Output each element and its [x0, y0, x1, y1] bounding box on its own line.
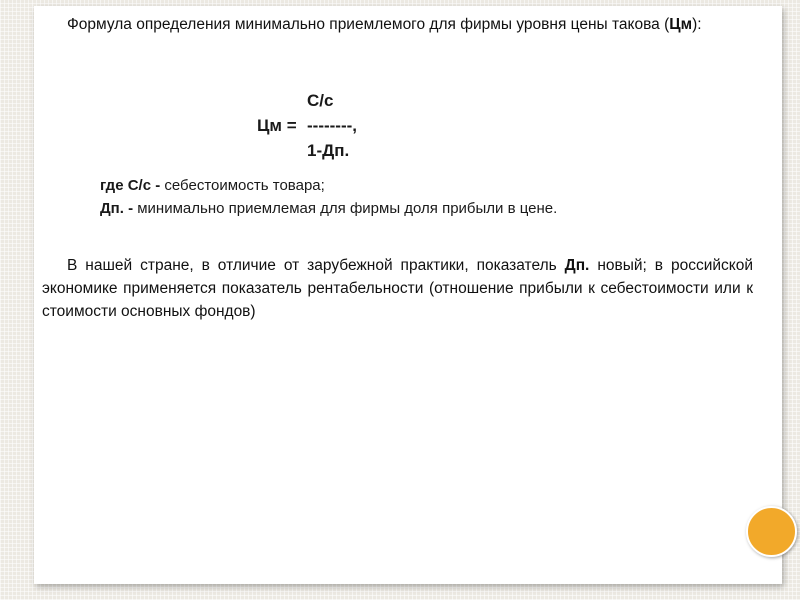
intro-paragraph: [42, 13, 753, 36]
formula-image: [97, 78, 591, 230]
where2-text: минимально приемлемая для фирмы доля прибыли в цене.: [133, 200, 558, 217]
decorative-circle: [746, 506, 797, 557]
intro-text-end: ):: [692, 16, 702, 33]
where1-text: себестоимость товара;: [160, 177, 325, 194]
intro-term: Цм: [669, 16, 693, 33]
formula-numerator: С/с: [307, 91, 334, 110]
body-text-end: новый; в российской экономике применяется показатель рентабельности (отношение прибыли к себестоимости или к стоимости основных фондов): [42, 257, 753, 320]
formula-where-line-2: [100, 200, 557, 217]
formula-denominator: 1-Дп.: [307, 141, 350, 160]
formula-where-line-1: [100, 177, 325, 194]
where1-term: где С/с -: [100, 177, 161, 194]
intro-text: Формула определения минимально приемлемого для фирмы уровня цены такова (: [67, 16, 670, 33]
formula-fraction-line: --------,: [307, 116, 358, 135]
body-text: В нашей стране, в отличие от зарубежной практики, показатель: [67, 257, 565, 274]
formula-lhs: Цм =: [257, 116, 297, 135]
body-term: Дп.: [564, 257, 590, 274]
slide: [34, 6, 782, 584]
where2-term: Дп. -: [100, 200, 134, 217]
body-paragraph: [42, 254, 753, 323]
